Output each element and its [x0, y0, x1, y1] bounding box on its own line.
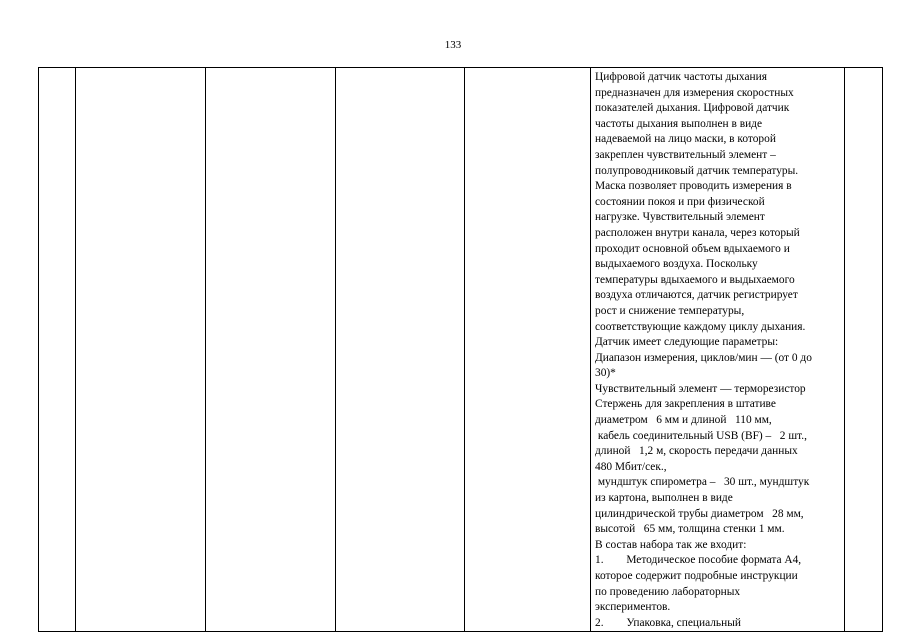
spec-line: надеваемой на лицо маски, в которой — [595, 133, 776, 146]
specification-table — [38, 67, 883, 632]
spec-line: Диапазон измерения, циклов/мин — (от 0 до — [595, 351, 812, 364]
page-number: 133 — [444, 39, 462, 51]
spec-line: диаметром 6 мм и длиной 110 мм, — [595, 414, 772, 427]
spec-line: температуры вдыхаемого и выдыхаемого — [595, 273, 795, 286]
spec-line: предназначен для измерения скоростных — [595, 86, 794, 99]
spec-line: проходит основной объем вдыхаемого и — [595, 242, 790, 255]
spec-line: экспериментов. — [595, 601, 671, 614]
spec-line: которое содержит подробные инструкции — [595, 570, 798, 582]
spec-line: Датчик имеет следующие параметры: — [595, 336, 779, 349]
table-cell-number — [39, 68, 76, 632]
spec-line: рост и снижение температуры, — [595, 304, 745, 317]
spec-line: цилиндрической трубы диаметром 28 мм, — [595, 507, 804, 520]
spec-line: 30)* — [595, 367, 616, 380]
table-cell-7 — [845, 68, 883, 632]
table-cell-5 — [465, 68, 591, 632]
spec-line: показателей дыхания. Цифровой датчик — [595, 102, 790, 115]
spec-line: по проведению лабораторных — [595, 585, 741, 598]
spec-line: закреплен чувствительный элемент – — [595, 148, 776, 161]
spec-line: мундштук спирометра – 30 шт., мундштук — [595, 476, 810, 489]
spec-line: выдыхаемого воздуха. Поскольку — [595, 258, 758, 271]
spec-line: высотой 65 мм, толщина стенки 1 мм. — [595, 523, 785, 536]
spec-line: соответствующие каждому циклу дыхания. — [595, 320, 806, 333]
spec-line: состоянии покоя и при физической — [595, 195, 765, 208]
specification-text — [591, 68, 844, 631]
spec-line: В состав набора так же входит: — [595, 538, 747, 551]
table-cell-specification — [591, 68, 845, 632]
spec-line: частоты дыхания выполнен в виде — [595, 117, 763, 130]
table-cell-3 — [206, 68, 336, 632]
table-cell-2 — [76, 68, 206, 632]
spec-line: Чувствительный элемент — терморезистор — [595, 382, 806, 395]
spec-line: нагрузке. Чувствительный элемент — [595, 211, 765, 224]
spec-line: 1. Методическое пособие формата А4, — [595, 554, 802, 567]
spec-line: кабель соединительный USB (BF) – 2 шт., — [595, 429, 807, 442]
spec-line: расположен внутри канала, через который — [595, 226, 800, 239]
spec-line: длиной 1,2 м, скорость передачи данных — [595, 445, 798, 458]
table-row — [39, 68, 883, 632]
spec-line: Маска позволяет проводить измерения в — [595, 180, 792, 193]
table-cell-4 — [336, 68, 465, 632]
spec-line: 2. Упаковка, специальный — [595, 616, 741, 629]
spec-line: из картона, выполнен в виде — [595, 492, 733, 505]
spec-line: воздуха отличаются, датчик регистрирует — [595, 289, 798, 302]
spec-line: полупроводниковый датчик температуры. — [595, 164, 799, 177]
spec-line: Стержень для закрепления в штативе — [595, 398, 776, 411]
spec-line: 480 Мбит/сек., — [595, 460, 667, 473]
spec-line: Цифровой датчик частоты дыхания — [595, 71, 767, 83]
